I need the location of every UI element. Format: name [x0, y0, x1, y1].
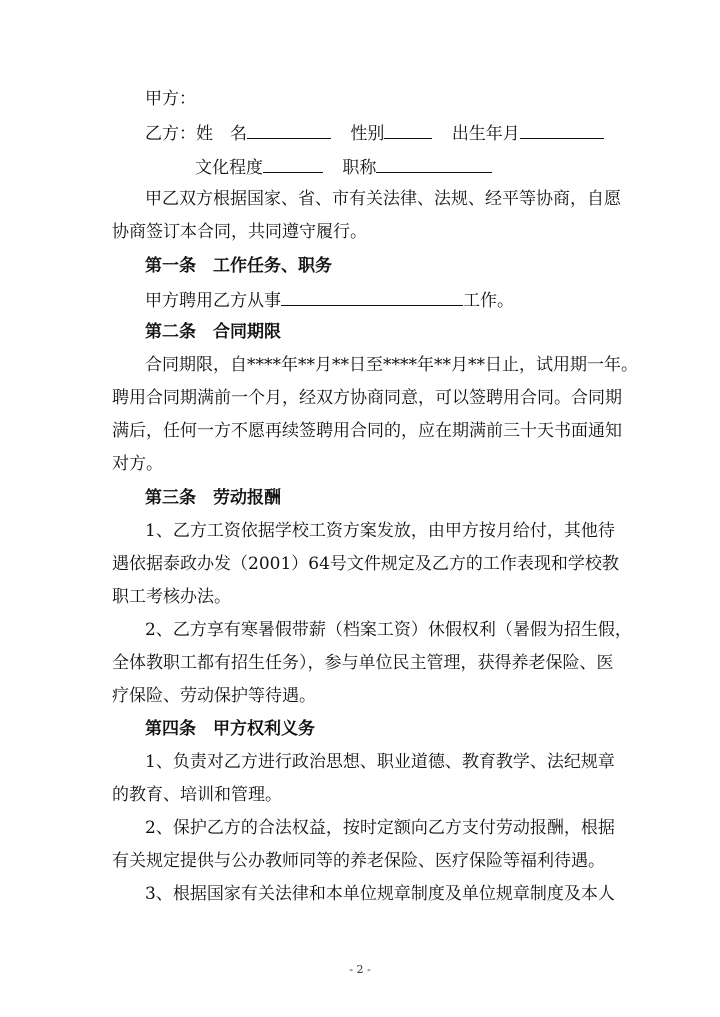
article3-p2-line-3: 疗保险、劳动保护等待遇。	[112, 686, 316, 706]
name-label: 姓 名	[196, 124, 247, 144]
gender-blank[interactable]	[384, 121, 432, 139]
article1-prefix: 甲方聘用乙方从事	[145, 291, 281, 311]
party-a-label: 甲方：	[145, 89, 196, 109]
article4-heading: 第四条 甲方权利义务	[145, 719, 315, 739]
article3-p2-line-1: 2、乙方享有寒暑假带薪（档案工资）休假权利（暑假为招生假，	[145, 620, 632, 640]
article1-suffix: 工作。	[463, 291, 514, 311]
article1-heading: 第一条 工作任务、职务	[145, 256, 332, 276]
article2-line-2: 聘用合同期满前一个月，经双方协商同意，可以签聘用合同。合同期	[112, 388, 622, 408]
article2-line-3: 满后，任何一方不愿再续签聘用合同的，应在期满前三十天书面通知	[112, 421, 622, 441]
article4-p2-line-2: 有关规定提供与公办教师同等的养老保险、医疗保险等福利待遇。	[112, 851, 605, 871]
party-a-line	[145, 88, 645, 110]
birth-label: 出生年月	[451, 124, 520, 144]
article2-heading: 第二条 合同期限	[145, 322, 281, 342]
intro-line-2: 协商签订本合同，共同遵守履行。	[112, 222, 367, 242]
party-b-line-2	[195, 155, 695, 179]
article2-line-1: 合同期限，自****年**月**日至****年**月**日止，试用期一年。	[145, 355, 638, 375]
birth-blank[interactable]	[520, 121, 604, 139]
article3-heading: 第三条 劳动报酬	[145, 488, 281, 508]
title-blank[interactable]	[376, 155, 492, 173]
article4-p2-line-1: 2、保护乙方的合法权益，按时定额向乙方支付劳动报酬，根据	[145, 818, 615, 838]
article4-p1-line-2: 的教育、培训和管理。	[112, 785, 282, 805]
article3-p2-line-2: 全体教职工都有招生任务），参与单位民主管理，获得养老保险、医	[112, 653, 614, 673]
education-label: 文化程度	[195, 158, 263, 178]
job-blank[interactable]	[281, 288, 463, 306]
article2-line-4: 对方。	[112, 454, 163, 474]
education-blank[interactable]	[263, 155, 323, 173]
article1-text	[145, 288, 645, 312]
article3-p1-line-3: 职工考核办法。	[112, 587, 231, 607]
article4-p1-line-1: 1、负责对乙方进行政治思想、职业道德、教育教学、法纪规章	[145, 752, 615, 772]
party-b-line	[145, 121, 645, 145]
gender-label: 性别	[350, 124, 385, 144]
name-blank[interactable]	[247, 121, 331, 139]
title-label: 职称	[342, 158, 377, 178]
intro-line-1: 甲乙双方根据国家、省、市有关法律、法规、经平等协商，自愿	[145, 189, 621, 209]
page-number: - 2 -	[349, 963, 371, 976]
article3-p1-line-1: 1、乙方工资依据学校工资方案发放，由甲方按月给付，其他待	[145, 521, 615, 541]
party-b-label: 乙方：	[145, 124, 196, 144]
article3-p1-line-2: 遇依据泰政办发（2001）64号文件规定及乙方的工作表现和学校教	[112, 554, 619, 574]
article4-p3-line-1: 3、根据国家有关法律和本单位规章制度及单位规章制度及本人	[145, 884, 615, 904]
